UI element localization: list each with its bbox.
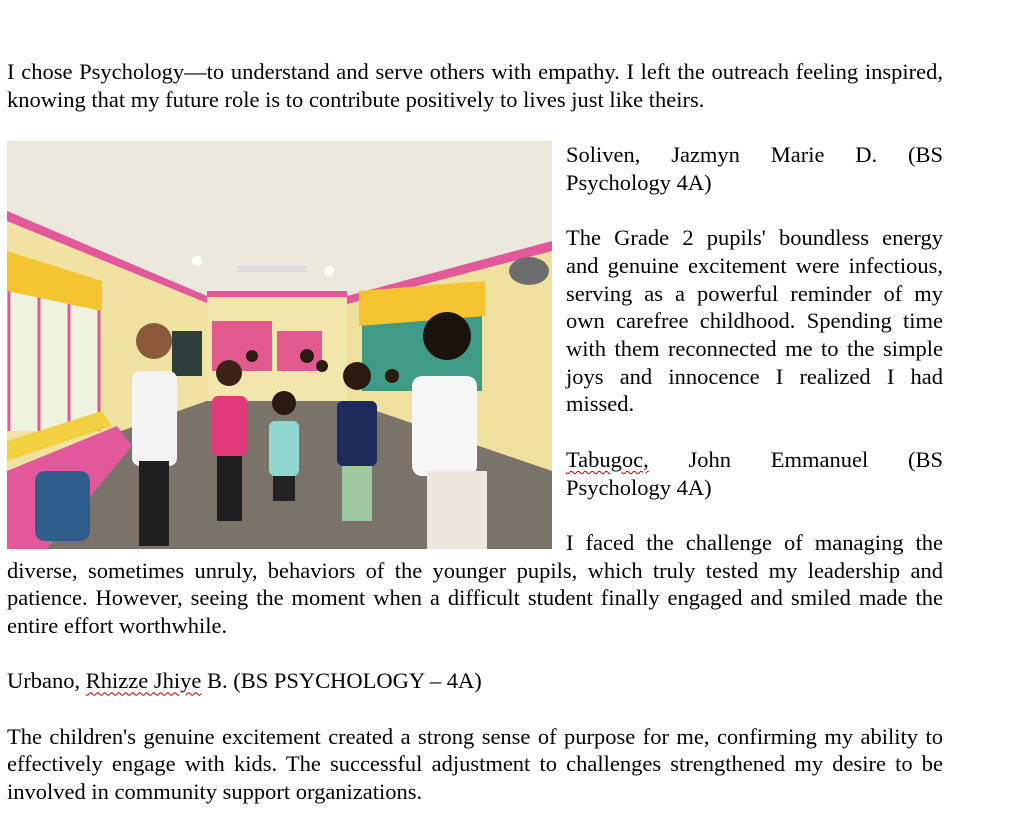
author-3-pre: Urbano, <box>7 668 86 694</box>
misspelled-word[interactable]: Tabugoc, <box>566 446 649 472</box>
reflection-1: The Grade 2 pupils' boundless energy and genuine excitement were infectious, serving as a powerful reminder of my own carefree childhood. Spending time with them reconnected me to the simple joys and innocence I realized I had missed. <box>566 225 943 417</box>
reflection-3: The children's genuine excitement created a strong sense of purpose for me, confirming my ability to effectively engage with kids. The successful adjustment to challenges strengthened my desire to be involved in community support organizations. <box>7 723 943 805</box>
document-page <box>7 58 943 806</box>
author-2-rest: John Emmanuel (BS Psychology 4A) <box>566 446 943 500</box>
classroom-photo <box>7 141 552 549</box>
reflection-2: I faced the challenge of managing the diverse, sometimes unruly, behaviors of the younger pupils, which truly tested my leadership and patience. However, seeing the moment when a difficult student finally engaged and smiled made the entire effort worthwhile. <box>7 529 943 638</box>
paragraph-gap <box>7 640 943 668</box>
paragraph-gap <box>7 113 943 141</box>
intro-paragraph: I chose Psychology—to understand and serve others with empathy. I left the outreach feeling inspired, knowing that my future role is to contribute positively to lives just like theirs. <box>7 59 943 112</box>
author-1: Soliven, Jazmyn Marie D. (BS Psychology 4A) <box>566 142 943 195</box>
classroom-photo-icon <box>7 141 552 549</box>
paragraph-gap <box>7 695 943 723</box>
author-3-post: B. (BS PSYCHOLOGY – 4A) <box>201 668 482 694</box>
author-3 <box>7 667 943 695</box>
misspelled-word[interactable]: Rhizze Jhiye <box>85 668 202 694</box>
